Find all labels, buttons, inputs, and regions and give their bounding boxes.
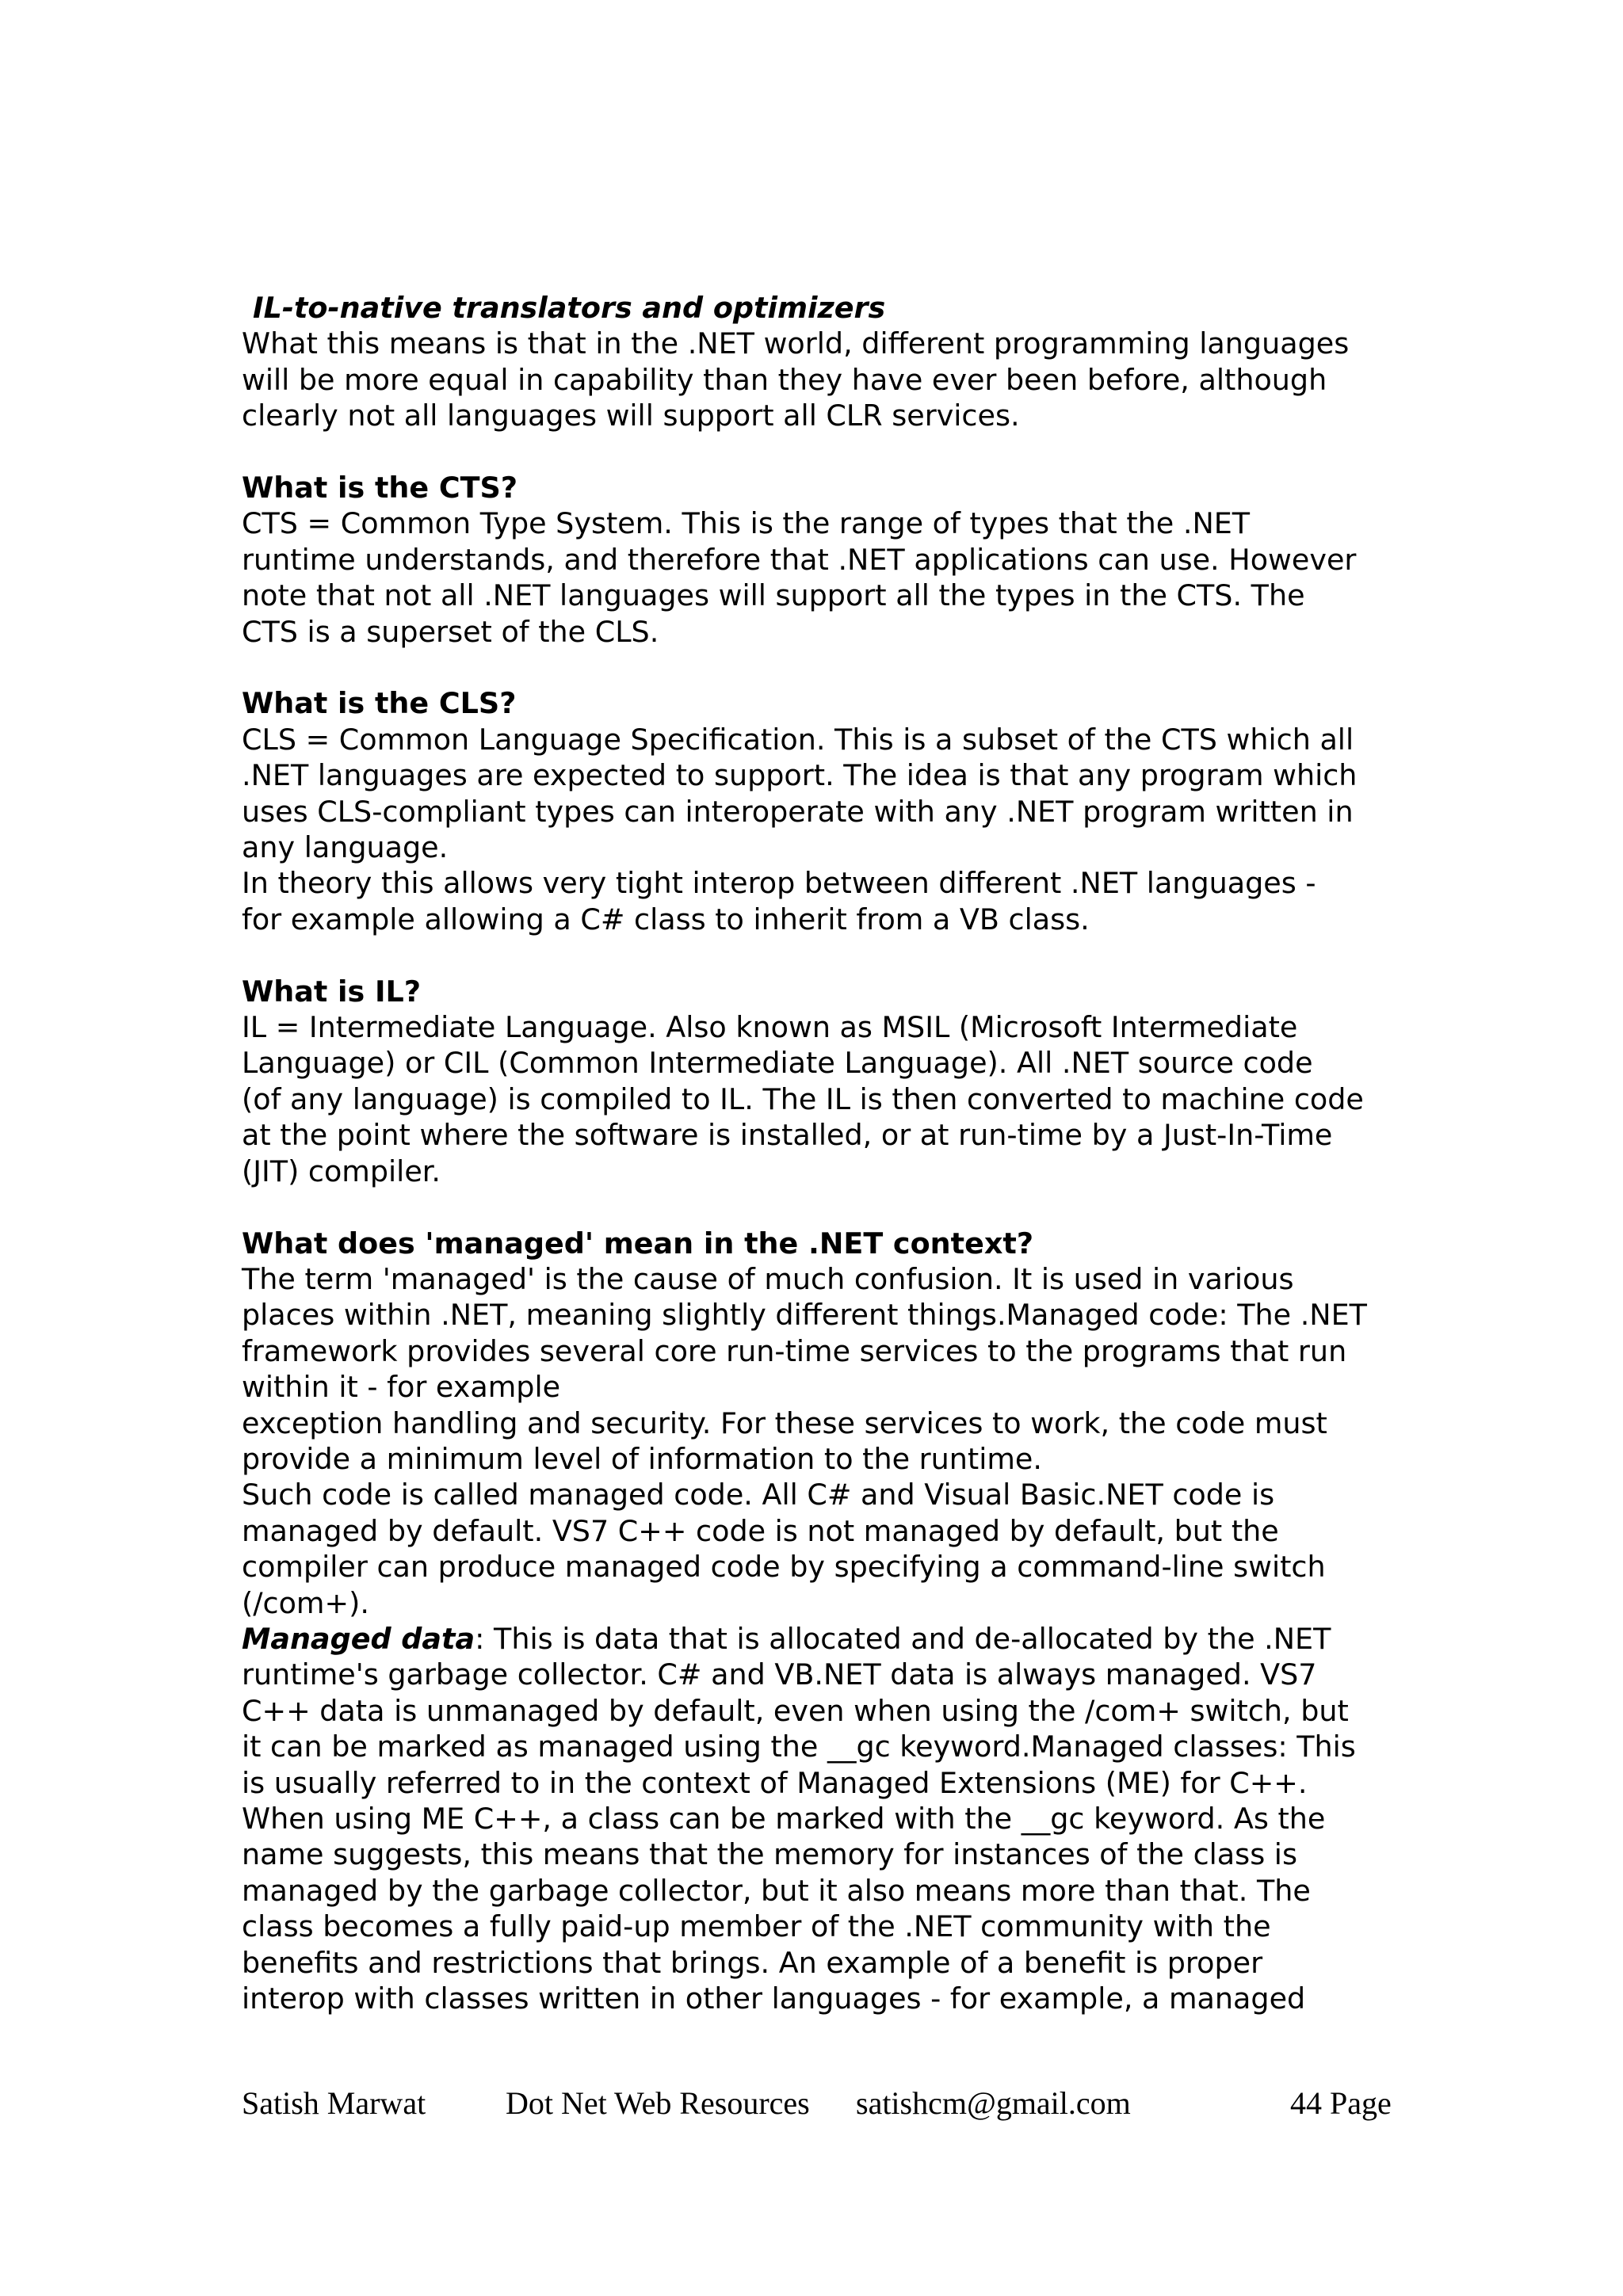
footer-page-number: 44 Page — [1290, 2085, 1392, 2121]
footer-author: Satish Marwat — [242, 2085, 426, 2121]
paragraph-line: name suggests, this means that the memory for instances of the class is — [242, 1837, 1297, 1872]
section-heading-cts: What is the CTS? — [242, 471, 518, 505]
paragraph-line: CTS is a superset of the CLS. — [242, 614, 659, 649]
paragraph-line: framework provides several core run-time services to the programs that run — [242, 1333, 1347, 1368]
page-footer — [242, 2084, 1391, 2123]
paragraph-line: (of any language) is compiled to IL. The IL is then converted to machine code — [242, 1081, 1364, 1116]
paragraph-line: Such code is called managed code. All C# and Visual Basic.NET code is — [242, 1478, 1275, 1512]
paragraph-line: runtime understands, and therefore that .NET applications can use. However — [242, 542, 1357, 577]
paragraph-line: interop with classes written in other languages - for example, a managed — [242, 1981, 1306, 2016]
paragraph-line: class becomes a fully paid-up member of the .NET community with the — [242, 1909, 1271, 1944]
paragraph-line: Language) or CIL (Common Intermediate Language). All .NET source code — [242, 1046, 1313, 1081]
section-heading-cls: What is the CLS? — [242, 686, 517, 721]
paragraph-line: managed by default. VS7 C++ code is not managed by default, but the — [242, 1513, 1279, 1548]
paragraph-line: runtime's garbage collector. C# and VB.NET data is always managed. VS7 — [242, 1657, 1317, 1692]
paragraph-line: When using ME C++, a class can be marked with the __gc keyword. As the — [242, 1802, 1326, 1836]
paragraph-line: benefits and restrictions that brings. An example of a benefit is proper — [242, 1945, 1263, 1980]
managed-data-term: Managed data — [242, 1621, 475, 1656]
spacer — [242, 1189, 1430, 1225]
paragraph-line: What this means is that in the .NET world, different programming languages — [242, 326, 1350, 361]
paragraph-line: is usually referred to in the context of Managed Extensions (ME) for C++. — [242, 1765, 1308, 1800]
paragraph-line: clearly not all languages will support all CLR services. — [242, 399, 1020, 433]
paragraph-line: it can be marked as managed using the __gc keyword.Managed classes: This — [242, 1730, 1356, 1764]
paragraph-line: CLS = Common Language Specification. This is a subset of the CTS which all — [242, 722, 1354, 757]
paragraph-line: places within .NET, meaning slightly different things.Managed code: The .NET — [242, 1298, 1367, 1333]
paragraph-line: (/com+). — [242, 1585, 369, 1620]
paragraph-line: managed by the garbage collector, but it also means more than that. The — [242, 1873, 1311, 1908]
paragraph-line: any language. — [242, 830, 449, 865]
paragraph-line: IL = Intermediate Language. Also known as MSIL (Microsoft Intermediate — [242, 1010, 1298, 1045]
document-body — [242, 290, 1430, 2016]
spacer — [242, 434, 1430, 470]
spacer — [242, 937, 1430, 973]
paragraph-line: .NET languages are expected to support. The idea is that any program which — [242, 758, 1358, 793]
paragraph-line: will be more equal in capability than they have ever been before, although — [242, 362, 1327, 397]
paragraph-line: The term 'managed' is the cause of much confusion. It is used in various — [242, 1261, 1294, 1296]
paragraph-line: (JIT) compiler. — [242, 1154, 441, 1188]
paragraph-line: uses CLS-compliant types can interoperate with any .NET program written in — [242, 794, 1354, 829]
paragraph-line: exception handling and security. For these services to work, the code must — [242, 1405, 1327, 1440]
spacer — [242, 650, 1430, 685]
paragraph-line: In theory this allows very tight interop between different .NET languages - — [242, 866, 1316, 901]
paragraph-line: note that not all .NET languages will support all the types in the CTS. The — [242, 578, 1305, 613]
paragraph-line: within it - for example — [242, 1370, 561, 1405]
managed-data-text: : This is data that is allocated and de-allocated by the .NET — [475, 1621, 1331, 1656]
managed-data-line — [242, 1621, 1430, 1657]
footer-title: Dot Net Web Resources — [506, 2085, 810, 2121]
paragraph-line: C++ data is unmanaged by default, even when using the /com+ switch, but — [242, 1693, 1349, 1728]
section-heading-il: What is IL? — [242, 974, 421, 1009]
paragraph-line: compiler can produce managed code by specifying a command-line switch — [242, 1550, 1326, 1585]
paragraph-line: for example allowing a C# class to inherit from a VB class. — [242, 902, 1090, 936]
paragraph-line: provide a minimum level of information to the runtime. — [242, 1441, 1042, 1476]
footer-email: satishcm@gmail.com — [856, 2085, 1131, 2121]
paragraph-line: CTS = Common Type System. This is the range of types that the .NET — [242, 506, 1251, 541]
section-heading-managed: What does 'managed' mean in the .NET context? — [242, 1226, 1033, 1261]
paragraph-line: at the point where the software is installed, or at run-time by a Just-In-Time — [242, 1118, 1333, 1153]
subheading: IL-to-native translators and optimizers — [253, 291, 886, 325]
